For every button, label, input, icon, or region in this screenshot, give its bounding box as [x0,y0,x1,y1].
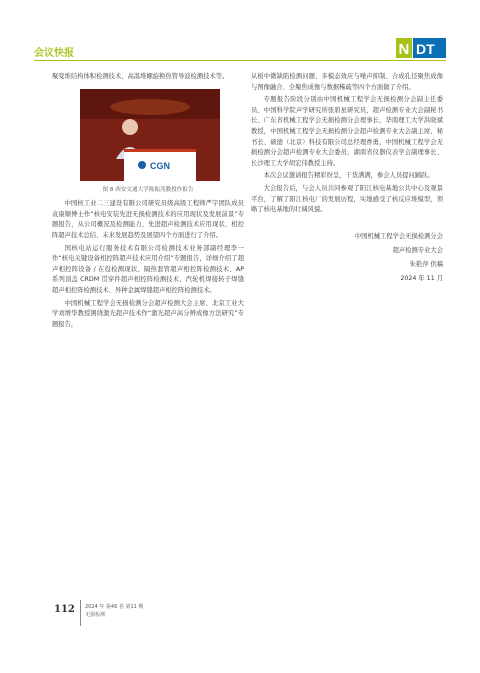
photo-caption: 图 8 西安交通大学陈振茂教授作报告 [102,186,194,193]
signature-dept: 超声检测专业大会 [392,246,443,254]
signature-org: 中国机械工程学会无损检测分会 [354,232,443,240]
signature-author: 朱艳萍 供稿 [409,260,443,268]
left-paragraph-1: 中国核工业二三建设有限公司研究员级高级工程师严宇团队成员袁康顺博士作“核电安装先进无损检测技术的应用现状及发展前景”专题报告，从公司概况及检测能力、先进超声检测技术应用现状、相控阵超声技术总结、未来发展趋势及展望四个方面进行了介绍。 [52,200,244,239]
right-paragraph-4: 大会报告后，与会人员共同参观了阳江核电基地公共中心及观景平台，了解了阳江核电厂的发展历程，实地感受了核反应堆模型，领略了核电基地的壮阔风貌。 [251,184,443,214]
footer-divider [80,600,81,626]
footer-info [85,603,143,619]
ndt-logo [396,36,446,60]
issue-info: 2024 年 第46 卷 第11 期 [85,604,144,610]
banner-text: CGN [150,160,170,171]
left-paragraph-0: 聚变堆结构体积检测技术、高温堆螺旋换热管导波检测技术等。 [52,73,229,80]
left-paragraph-2: 国核电站运行服务技术有限公司检测技术业务部副经理李一作“核电关键设备相控阵超声技术应用介绍”专题报告，详细介绍了超声相控阵设备 / 在役检测现状、隔热套管超声相控阵检测技术、AP 系列顶盖 CRDM 贯穿件超声相控阵检测技术、汽轮机焊接转子焊缝超声相控阵检测技术、异种金属焊缝超声相控阵检测技术。 [52,244,244,294]
header-rule [34,60,446,61]
right-paragraph-2: 专题报告阶段分别由中国机械工程学会无损检测分会副主任委员、中国科学院声学研究所张碧星研究员，超声检测专业大会副秘书长、广东省机械工程学会无损检测分会理事长、华南理工大学洪晓斌教授，中国机械工程学会无损检测分会超声检测专业大会副主席、秘书长、硕德（北京）科技有限公司总经理香勇，中国机械工程学会无损检测分会超声检测专业大会委员、湖南省仪器仪表学会副理事长、长沙理工大学胡宏伟教授主持。 [251,96,443,167]
page-number: 112 [54,604,75,615]
right-column [251,72,443,286]
right-paragraph-1: 从板中微缺陷检测问题、多模态效应与噪声抑制、合成孔径聚焦成像与图像融合、全聚焦成像与数据稀疏等四个方面做了介绍。 [251,73,443,91]
svg-text:DT: DT [416,41,435,57]
speaker-photo-drawing [80,89,220,181]
speaker-photo [80,89,220,181]
left-paragraph-3: 中国机械工程学会无损检测分会超声检测大会主席、北京工业大学刘增华教授围绕激光超声技术作“激光超声高分辨成像方法研究”专题报告， [52,299,244,328]
left-column [52,72,244,332]
svg-text:N: N [398,41,410,58]
right-paragraph-3: 本次会议邀请报告精彩纷呈，干货满满，参会人员提问踊跃。 [263,172,434,180]
section-title: 会议快报 [34,48,74,59]
journal-name: 无损检测 [85,612,106,618]
signature-date: 2024 年 11 月 [400,274,443,282]
signature-block [251,230,443,286]
